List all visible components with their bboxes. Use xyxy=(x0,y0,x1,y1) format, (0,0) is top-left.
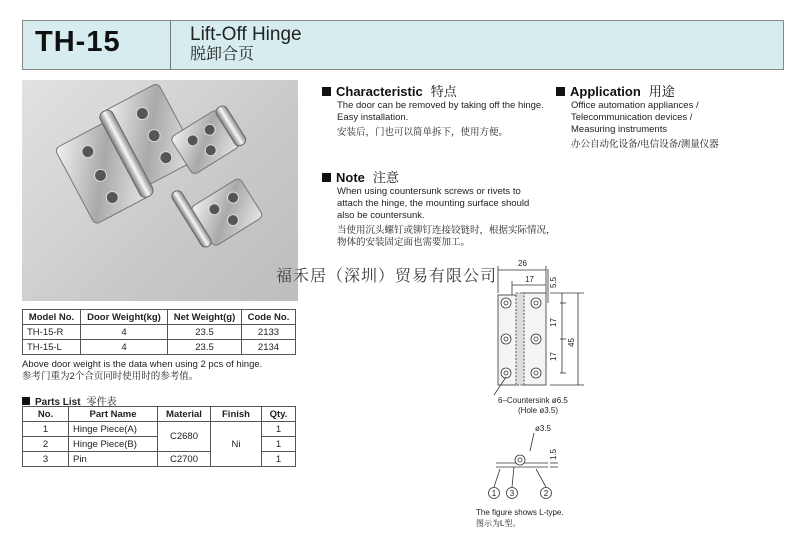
note-line-3: also be countersunk. xyxy=(337,210,425,221)
callout-1: 1 xyxy=(491,489,497,498)
drawing-caption: The figure shows L-type. xyxy=(476,508,564,517)
application-line-1: Office automation appliances / xyxy=(571,100,699,111)
parts-header-cell: Finish xyxy=(211,407,262,422)
spec-header-cell: Code No. xyxy=(242,310,296,325)
spec-cell: 23.5 xyxy=(168,340,242,355)
application-text xyxy=(571,100,719,151)
hinge-pin xyxy=(516,293,524,385)
parts-header-cell: Qty. xyxy=(262,407,296,422)
spec-cell: 2134 xyxy=(242,340,296,355)
table-row xyxy=(23,340,296,355)
spec-note-cn: 参考门重为2个合页同时使用时的参考值。 xyxy=(22,371,199,382)
header-divider xyxy=(170,21,171,69)
model-number: TH-15 xyxy=(35,26,121,58)
bullet-square-icon xyxy=(556,87,565,96)
callout-3: 3 xyxy=(509,489,515,498)
countersink-label: 6–Countersink ø6.5 xyxy=(498,396,568,405)
characteristic-line-cn: 安装后，门也可以简单拆下，使用方便。 xyxy=(337,127,509,138)
application-title: Application xyxy=(570,84,641,99)
product-photo xyxy=(22,80,298,301)
drawing-caption-cn: 图示为L型。 xyxy=(476,519,521,528)
parts-header-row xyxy=(23,407,296,422)
characteristic-line-1: The door can be removed by taking off the hinge. xyxy=(337,100,544,111)
parts-cell: Pin xyxy=(69,452,158,467)
product-title-cn: 脱卸合页 xyxy=(190,46,255,63)
spec-cell: 4 xyxy=(81,325,168,340)
spec-cell: TH-15-R xyxy=(23,325,81,340)
dim-label-inner: 17 xyxy=(525,275,534,284)
parts-list-title-cn: 零件表 xyxy=(86,397,117,408)
application-line-cn: 办公自动化设备/电信设备/测量仪器 xyxy=(571,139,719,150)
parts-cell: 1 xyxy=(262,452,296,467)
parts-table xyxy=(22,406,296,467)
application-title-cn: 用途 xyxy=(648,84,675,99)
spec-cell: TH-15-L xyxy=(23,340,81,355)
application-heading xyxy=(556,81,675,100)
characteristic-line-2: Easy installation. xyxy=(337,112,409,123)
thickness-label: 1.5 xyxy=(549,448,558,460)
parts-cell: 1 xyxy=(262,437,296,452)
spec-header-row xyxy=(23,310,296,325)
parts-cell-finish: Ni xyxy=(211,422,262,467)
pin-diameter-label: ø3.5 xyxy=(535,424,552,433)
note-line-cn-1: 当使用沉头螺钉或铆钉连接铰链时，根据实际情况， xyxy=(337,225,556,236)
characteristic-heading xyxy=(322,81,457,100)
parts-header-cell: Material xyxy=(158,407,211,422)
dim-label-width: 26 xyxy=(518,259,527,268)
characteristic-text xyxy=(337,100,544,139)
product-title: Lift-Off Hinge xyxy=(190,24,302,45)
dim-label-mid2: 17 xyxy=(549,352,558,361)
dim-label-top: 5.5 xyxy=(549,276,558,288)
spec-header-cell: Door Weight(kg) xyxy=(81,310,168,325)
dim-label-height: 45 xyxy=(567,338,576,347)
hole-label: (Hole ø3.5) xyxy=(518,406,559,415)
spec-cell: 2133 xyxy=(242,325,296,340)
hinge-photo-illustration xyxy=(22,80,298,301)
dim-label-mid1: 17 xyxy=(549,318,558,327)
parts-cell-material: C2700 xyxy=(158,452,211,467)
parts-cell-material: C2680 xyxy=(158,422,211,452)
technical-drawing xyxy=(470,255,620,535)
note-heading xyxy=(322,167,399,186)
parts-cell: Hinge Piece(A) xyxy=(69,422,158,437)
characteristic-title-cn: 特点 xyxy=(430,84,457,99)
application-line-3: Measuring instruments xyxy=(571,124,668,135)
callout-2: 2 xyxy=(543,489,549,498)
parts-cell: 2 xyxy=(23,437,69,452)
header-banner xyxy=(22,20,784,70)
parts-cell: 1 xyxy=(23,422,69,437)
spec-note xyxy=(22,359,262,383)
note-line-2: attach the hinge, the mounting surface should xyxy=(337,198,530,209)
spec-header-cell: Net Weight(g) xyxy=(168,310,242,325)
note-line-cn-2: 物体的安装固定面也需要加工。 xyxy=(337,237,471,248)
application-line-2: Telecommunication devices / xyxy=(571,112,693,123)
spec-cell: 4 xyxy=(81,340,168,355)
bullet-square-icon xyxy=(322,87,331,96)
company-watermark: 福禾居（深圳）贸易有限公司 xyxy=(276,266,498,285)
table-row xyxy=(23,325,296,340)
spec-table xyxy=(22,309,296,355)
characteristic-title: Characteristic xyxy=(336,84,423,99)
table-row xyxy=(23,422,296,437)
bullet-square-icon xyxy=(322,173,331,182)
note-text xyxy=(337,186,556,249)
parts-list-title: Parts List xyxy=(35,397,81,408)
note-title: Note xyxy=(336,170,365,185)
parts-cell: 3 xyxy=(23,452,69,467)
spec-header-cell: Model No. xyxy=(23,310,81,325)
spec-cell: 23.5 xyxy=(168,325,242,340)
note-title-cn: 注意 xyxy=(372,170,399,185)
parts-header-cell: No. xyxy=(23,407,69,422)
bullet-square-icon xyxy=(22,397,30,405)
parts-cell: 1 xyxy=(262,422,296,437)
parts-cell: Hinge Piece(B) xyxy=(69,437,158,452)
parts-header-cell: Part Name xyxy=(69,407,158,422)
note-line-1: When using countersunk screws or rivets to xyxy=(337,186,521,197)
spec-note-en: Above door weight is the data when using 2 pcs of hinge. xyxy=(22,359,263,370)
